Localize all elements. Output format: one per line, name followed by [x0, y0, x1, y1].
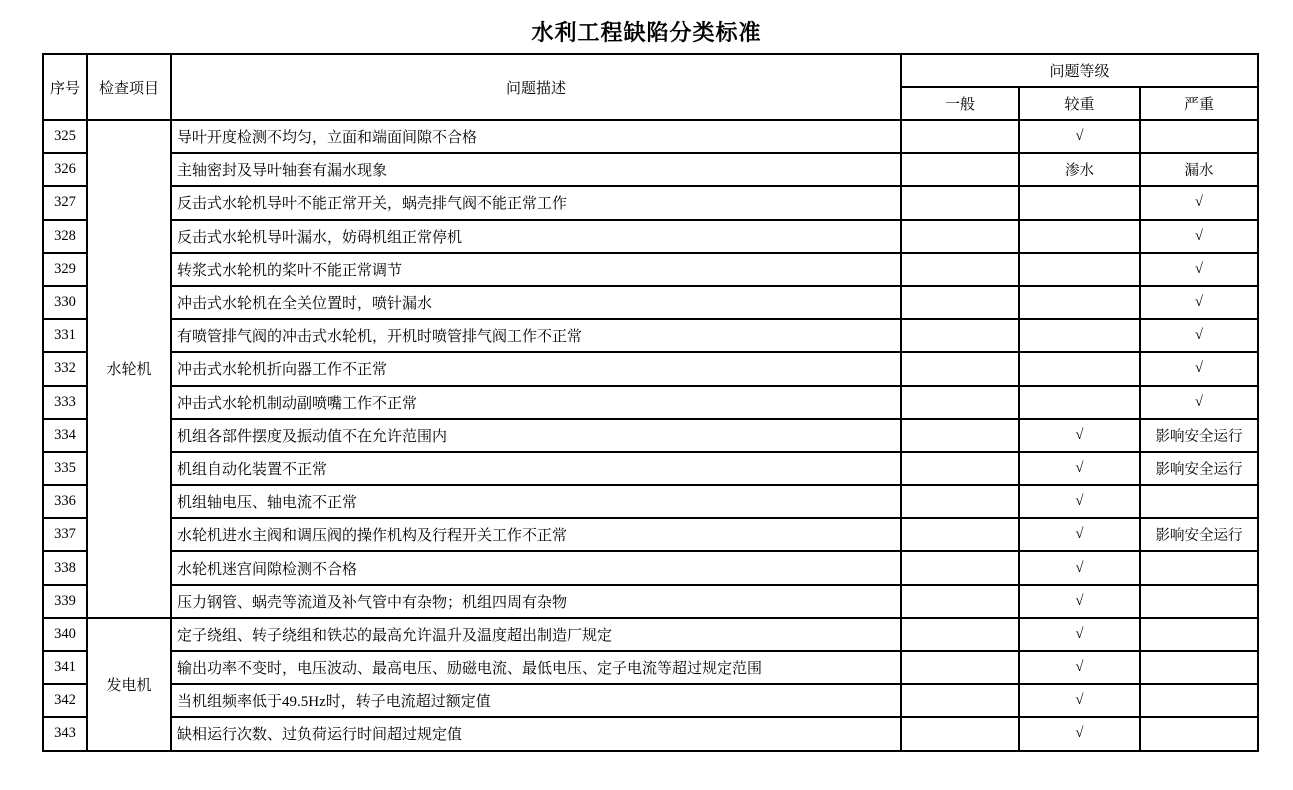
cell-problem-description: 有喷管排气阀的冲击式水轮机，开机时喷管排气阀工作不正常	[171, 319, 901, 352]
cell-level-moderate: √	[1019, 120, 1140, 153]
cell-level-moderate	[1019, 352, 1140, 385]
cell-level-severe: √	[1140, 386, 1258, 419]
cell-serial-number: 327	[43, 186, 87, 219]
cell-level-general	[901, 220, 1019, 253]
cell-serial-number: 340	[43, 618, 87, 651]
table-row	[43, 551, 1258, 584]
cell-serial-number: 330	[43, 286, 87, 319]
table-header	[43, 54, 1258, 120]
cell-level-moderate: √	[1019, 551, 1140, 584]
cell-level-moderate: √	[1019, 717, 1140, 750]
table-row	[43, 153, 1258, 186]
cell-level-severe: √	[1140, 186, 1258, 219]
cell-level-severe: √	[1140, 220, 1258, 253]
table-body	[43, 120, 1258, 751]
table-row	[43, 585, 1258, 618]
cell-serial-number: 332	[43, 352, 87, 385]
header-problem-description: 问题描述	[171, 54, 901, 120]
cell-serial-number: 338	[43, 551, 87, 584]
cell-problem-description: 主轴密封及导叶轴套有漏水现象	[171, 153, 901, 186]
cell-level-moderate: √	[1019, 618, 1140, 651]
cell-level-general	[901, 352, 1019, 385]
table-row	[43, 286, 1258, 319]
table-row	[43, 352, 1258, 385]
table-row	[43, 717, 1258, 750]
cell-serial-number: 342	[43, 684, 87, 717]
cell-level-general	[901, 153, 1019, 186]
cell-problem-description: 输出功率不变时，电压波动、最高电压、励磁电流、最低电压、定子电流等超过规定范围	[171, 651, 901, 684]
cell-level-moderate: √	[1019, 585, 1140, 618]
cell-level-general	[901, 651, 1019, 684]
cell-level-severe	[1140, 684, 1258, 717]
cell-serial-number: 329	[43, 253, 87, 286]
cell-serial-number: 328	[43, 220, 87, 253]
header-level-moderate: 较重	[1019, 87, 1140, 120]
cell-level-moderate: √	[1019, 651, 1140, 684]
cell-level-general	[901, 585, 1019, 618]
table-row	[43, 419, 1258, 452]
cell-level-moderate: √	[1019, 518, 1140, 551]
cell-level-severe	[1140, 651, 1258, 684]
cell-level-general	[901, 186, 1019, 219]
cell-problem-description: 转浆式水轮机的桨叶不能正常调节	[171, 253, 901, 286]
cell-level-severe	[1140, 485, 1258, 518]
cell-level-general	[901, 386, 1019, 419]
cell-level-general	[901, 518, 1019, 551]
cell-level-severe	[1140, 120, 1258, 153]
cell-level-severe: √	[1140, 319, 1258, 352]
cell-level-general	[901, 618, 1019, 651]
table-row	[43, 220, 1258, 253]
cell-level-moderate	[1019, 319, 1140, 352]
cell-problem-description: 反击式水轮机导叶漏水，妨碍机组正常停机	[171, 220, 901, 253]
cell-serial-number: 341	[43, 651, 87, 684]
cell-level-moderate	[1019, 220, 1140, 253]
cell-serial-number: 331	[43, 319, 87, 352]
cell-level-severe: 漏水	[1140, 153, 1258, 186]
cell-level-moderate: 渗水	[1019, 153, 1140, 186]
table-row	[43, 319, 1258, 352]
cell-level-general	[901, 551, 1019, 584]
table-row	[43, 253, 1258, 286]
table-row	[43, 186, 1258, 219]
cell-level-general	[901, 286, 1019, 319]
cell-inspection-item: 发电机	[87, 618, 171, 751]
cell-level-general	[901, 684, 1019, 717]
header-serial: 序号	[43, 54, 87, 120]
header-problem-level: 问题等级	[901, 54, 1258, 87]
cell-level-moderate	[1019, 253, 1140, 286]
cell-level-general	[901, 253, 1019, 286]
cell-problem-description: 机组轴电压、轴电流不正常	[171, 485, 901, 518]
cell-problem-description: 机组各部件摆度及振动值不在允许范围内	[171, 419, 901, 452]
cell-serial-number: 337	[43, 518, 87, 551]
cell-level-severe	[1140, 717, 1258, 750]
cell-problem-description: 机组自动化装置不正常	[171, 452, 901, 485]
table-row	[43, 684, 1258, 717]
cell-level-general	[901, 319, 1019, 352]
cell-inspection-item: 水轮机	[87, 120, 171, 618]
cell-level-severe: √	[1140, 253, 1258, 286]
cell-problem-description: 冲击式水轮机在全关位置时，喷针漏水	[171, 286, 901, 319]
table-row	[43, 651, 1258, 684]
cell-problem-description: 冲击式水轮机制动副喷嘴工作不正常	[171, 386, 901, 419]
cell-problem-description: 导叶开度检测不均匀，立面和端面间隙不合格	[171, 120, 901, 153]
document-page	[0, 16, 1293, 790]
cell-level-moderate: √	[1019, 485, 1140, 518]
cell-level-severe: 影响安全运行	[1140, 518, 1258, 551]
cell-level-moderate	[1019, 286, 1140, 319]
cell-serial-number: 334	[43, 419, 87, 452]
cell-level-general	[901, 717, 1019, 750]
cell-level-severe: √	[1140, 286, 1258, 319]
cell-problem-description: 水轮机迷宫间隙检测不合格	[171, 551, 901, 584]
cell-serial-number: 333	[43, 386, 87, 419]
table-row	[43, 452, 1258, 485]
cell-problem-description: 缺相运行次数、过负荷运行时间超过规定值	[171, 717, 901, 750]
table-row	[43, 518, 1258, 551]
header-level-general: 一般	[901, 87, 1019, 120]
cell-level-severe: √	[1140, 352, 1258, 385]
cell-problem-description: 冲击式水轮机折向器工作不正常	[171, 352, 901, 385]
cell-level-general	[901, 485, 1019, 518]
header-row-1	[43, 54, 1258, 87]
table-row	[43, 485, 1258, 518]
cell-level-severe	[1140, 618, 1258, 651]
table-row	[43, 386, 1258, 419]
page-title: 水利工程缺陷分类标准	[531, 21, 762, 46]
cell-problem-description: 反击式水轮机导叶不能正常开关，蜗壳排气阀不能正常工作	[171, 186, 901, 219]
cell-level-general	[901, 120, 1019, 153]
table-row	[43, 618, 1258, 651]
cell-level-moderate: √	[1019, 452, 1140, 485]
cell-level-general	[901, 452, 1019, 485]
cell-level-moderate: √	[1019, 419, 1140, 452]
defect-classification-table	[42, 53, 1259, 752]
cell-level-general	[901, 419, 1019, 452]
cell-level-severe: 影响安全运行	[1140, 452, 1258, 485]
cell-serial-number: 343	[43, 717, 87, 750]
cell-problem-description: 当机组频率低于49.5Hz时，转子电流超过额定值	[171, 684, 901, 717]
cell-level-severe	[1140, 551, 1258, 584]
cell-level-moderate	[1019, 386, 1140, 419]
cell-serial-number: 339	[43, 585, 87, 618]
cell-serial-number: 335	[43, 452, 87, 485]
cell-serial-number: 325	[43, 120, 87, 153]
cell-problem-description: 定子绕组、转子绕组和铁芯的最高允许温升及温度超出制造厂规定	[171, 618, 901, 651]
cell-level-moderate	[1019, 186, 1140, 219]
header-level-severe: 严重	[1140, 87, 1258, 120]
cell-problem-description: 水轮机进水主阀和调压阀的操作机构及行程开关工作不正常	[171, 518, 901, 551]
header-inspection-item: 检查项目	[87, 54, 171, 120]
cell-serial-number: 326	[43, 153, 87, 186]
cell-level-severe: 影响安全运行	[1140, 419, 1258, 452]
cell-level-moderate: √	[1019, 684, 1140, 717]
cell-problem-description: 压力钢管、蜗壳等流道及补气管中有杂物；机组四周有杂物	[171, 585, 901, 618]
cell-level-severe	[1140, 585, 1258, 618]
table-row	[43, 120, 1258, 153]
cell-serial-number: 336	[43, 485, 87, 518]
